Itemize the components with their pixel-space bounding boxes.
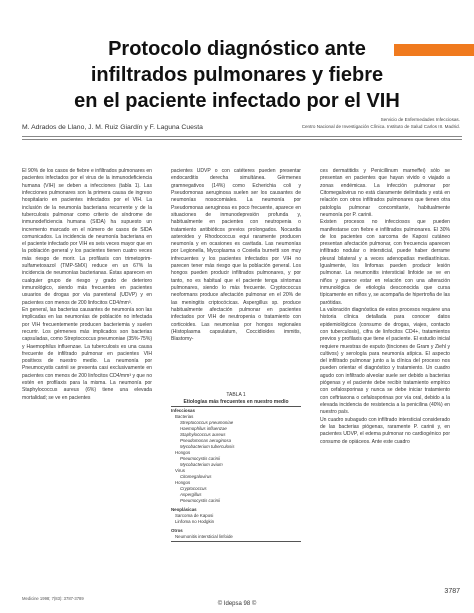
col1-paragraph: En general, las bacterias causantes de neumonía son las implicadas en las neumonías de población no infectada por VIH frecuentemente producen bacteriemia y suelen recurrir. Los gérmenes más implicados son bacterias capsuladas, como Streptococcus pneumoniae (35%-75%) y Haemophilus influenzae. La tuberculosis es una causa frecuente de infiltrado pulmonar en pacientes VIH positivos de nuestro medio. La neumonía por Pneumocystis carinii se presenta casi exclusivamente en pacientes con menos de 200 linfocitos CD4/mm³ y que no estén en profilaxis para la misma. La neumonía por Staphylococcus aureus (6%) tiene una elevada mortalidad; se ve en pacientes: [22, 306, 152, 401]
table-row: Infecciosas: [171, 408, 195, 413]
table-rule: [171, 541, 301, 542]
title-line-2: infiltrados pulmonares y fiebre: [90, 64, 384, 86]
header-rule-top: [22, 136, 462, 137]
table-row: Virus: [175, 468, 185, 473]
table-row: Neumonitis intersticial linfoide: [175, 534, 233, 539]
col3-paragraph: Un cuadro subagudo con infiltrado intersticial considerado de las bacterias piógenas, raramente P. carinii y, en pacientes UDVP, el edema pulmonar no cardiogénico por consumo de opiáceos. Ante este cuadro: [320, 416, 450, 445]
header-rule-bottom: [22, 139, 462, 140]
table-row: Pneumocystis carinii: [180, 498, 221, 503]
table-row: Cryptococcus: [180, 486, 207, 491]
table-row: Mycobacterium tuberculosis: [180, 444, 235, 449]
col2-paragraph: pacientes UDVP o con catéteres pueden presentar endocarditis derecha simultánea. Gérmenes gramnegativos (14%) como Echerichia coli y Pseudomonas aeruginosa suelen ser los causantes de neumonías nosocomiales. La neumonía por Pseudomonas aeruginosa es poco frecuente, aparece en situaciones de inmunodepresión profunda y, habitualmente en pacientes con neutropenia o tratamiento antibióticos previos prolongados. Nocardia asteroides y Rhodococcus equi raramente producen neumonía y en ocasiones es cavitada. Las neumonías por Legionella, Mycoplasma o Coxiella burnetti son muy infrecuentes y los pacientes infectados por VIH no parecen tener más riesgo que la población general. Los hongos pueden producir infiltrados pulmonares, y por tanto, no es habitual que el paciente tenga síntomas pulmonares, siendo lo más frecuente. Cryptococcus neoformans produce afectación pulmonar en el 20% de las meningitis criptocócicas. Aspergillus sp. produce habitualmente afectación pulmonar en pacientes infectados por VIH de neutropenia o tratamiento con corticoides. Las neumonías por hongos regionales (Histoplasma capsulatum, Coccidioides immitis, Blastomy-: [171, 168, 301, 343]
affiliation-line-1: Servicio de Enfermedades Infecciosas.: [380, 117, 460, 122]
table-row: Bacterias: [175, 414, 194, 419]
article-title: [0, 36, 474, 114]
table-row: Otros: [171, 528, 183, 533]
column-1: [22, 168, 152, 402]
table-row: Pseudomonas aeruginosa: [180, 438, 232, 443]
table-row: Streptococcus pneumoniae: [180, 420, 234, 425]
affiliation-line-2: Centro Nacional de Investigación Clínica. Instituto de Salud Carlos III. Madrid.: [301, 124, 460, 129]
page-number: 3787: [444, 588, 460, 595]
table-row: Mycobacterium avium: [180, 462, 223, 467]
table-title: TABLA 1: [226, 392, 246, 398]
copyright-footer: © Idepsa 98 ©: [217, 601, 257, 607]
table-row: Aspergillus: [180, 492, 202, 497]
table-row: Hongos: [175, 450, 191, 455]
table-body: [171, 408, 301, 540]
column-3: [320, 168, 450, 446]
col1-paragraph: El 90% de los casos de fiebre e infiltrados pulmonares en pacientes infectados por el virus de la inmunodeficiencia humana (VIH) se deben a infecciones (tabla 1). Las infecciones pulmonares son la primera causa de ingreso hospitalario en pacientes infectados por el VIH. La inclusión de la neumonía bacteriana recurrente y de la tuberculosis pulmonar como criterio de síndrome de inmunodeficiencia humana (SIDA) ha supuesto un incremento marcado en el número de casos de SIDA comunicados. La incidencia de neumonía bacteriana en el paciente infectado por VIH es seis veces mayor que en la población general y los pacientes tienen cuatro veces más riesgo de morir. La profilaxis con trimetoprim-sulfametoxazol (TMP-SMX) reduce en un 67% la incidencia de neumonías bacterianas. Éstas aparecen en cualquier grupo de riesgo y grado de deterioro inmunológico, siendo más frecuentes en pacientes usuarios de drogas por vía parenteral (UDVP) y en pacientes con menos de 200 linfocitos CD4/mm³.: [22, 168, 152, 306]
authors: M. Adrados de Llano, J. M. Ruiz Giardín y F. Laguna Cuesta: [22, 124, 203, 131]
col3-paragraph: Existen procesos no infecciosos que pueden manifestarse con fiebre e infiltrados pulmonares. El 30% de los pacientes con sarcoma de Kaposi cutáneo presentan afectación pulmonar, con frecuencia aparecen infiltrado nodular o intersticial, puede haber derrame pleural bilateral y a veces adenopatías mediastínicas. Igualmente, los linfomas pueden producir lesión pulmonar. La neumonitis intersticial linfoide se ve en niños y parece estar en relación con una alteración inmunológica de etiología desconocida que cursa típicamente en niños y, se acompaña de hipertrofia de las parótidas.: [320, 219, 450, 306]
col3-paragraph: ces dermatitidis y Penicillinum marneffei) sólo se presentan en pacientes que hayan vivido o viajado a zonas endémicas. La infección pulmonar por Citomegalovirus no está claramente delimitada y está en relación con otros infiltrados pulmonares que tienen otra patología pulmonar concomitante, habitualmente neumonía por P. carinii.: [320, 168, 450, 218]
table-row: Hongos: [175, 480, 191, 485]
citation-reference: Medicine 1998; 7(83): 3787-3789: [22, 596, 84, 601]
table-1: [171, 392, 301, 543]
affiliation: [302, 116, 460, 130]
table-row: Citomegalovirus: [180, 474, 212, 479]
column-2: [171, 168, 301, 344]
col3-paragraph: La valoración diagnóstica de estos procesos requiere una historia clínica detallada para conocer datos epidemiológicos (consumo de drogas, viajes, contacto con tuberculosis), cifra de linfocitos CD4+, tratamientos previos y profilaxis que tiene el paciente. El estudio inicial requiere muestras de esputo (tinciones de Gram y Ziehl y cultivos) y serología para neumonía atípica. El aspecto del infiltrado pulmonar junto a la clínica del proceso nos pueden orientar el diagnóstico y tratamiento. Un cuadro agudo con infiltrado alveolar suele ser debido a bacterias piógenas y el paciente debe recibir tratamiento empírico con cefalosporinas y nunca se debe iniciar tratamiento con ceftriaxona o cefalosporinas por vía oral, debido a la elevada incidencia de resistencia a la penicilina (40%) en nuestro país.: [320, 306, 450, 416]
table-row: Haemophilus influenzae: [180, 426, 227, 431]
table-subtitle: Etiologías más frecuentes en nuestro medio: [183, 398, 289, 405]
title-line-1: Protocolo diagnóstico ante: [108, 38, 366, 60]
table-rule: [171, 406, 301, 407]
table-row: Sarcoma de Kaposi: [175, 513, 214, 518]
table-row: Neoplásicas: [171, 507, 197, 512]
table-row: Staphylococcus aureus: [180, 432, 226, 437]
table-row: Linfoma no Hodgkin: [175, 519, 215, 524]
table-row: Pneumocystis carinii: [180, 456, 221, 461]
title-line-3: en el paciente infectado por el VIH: [74, 90, 400, 112]
